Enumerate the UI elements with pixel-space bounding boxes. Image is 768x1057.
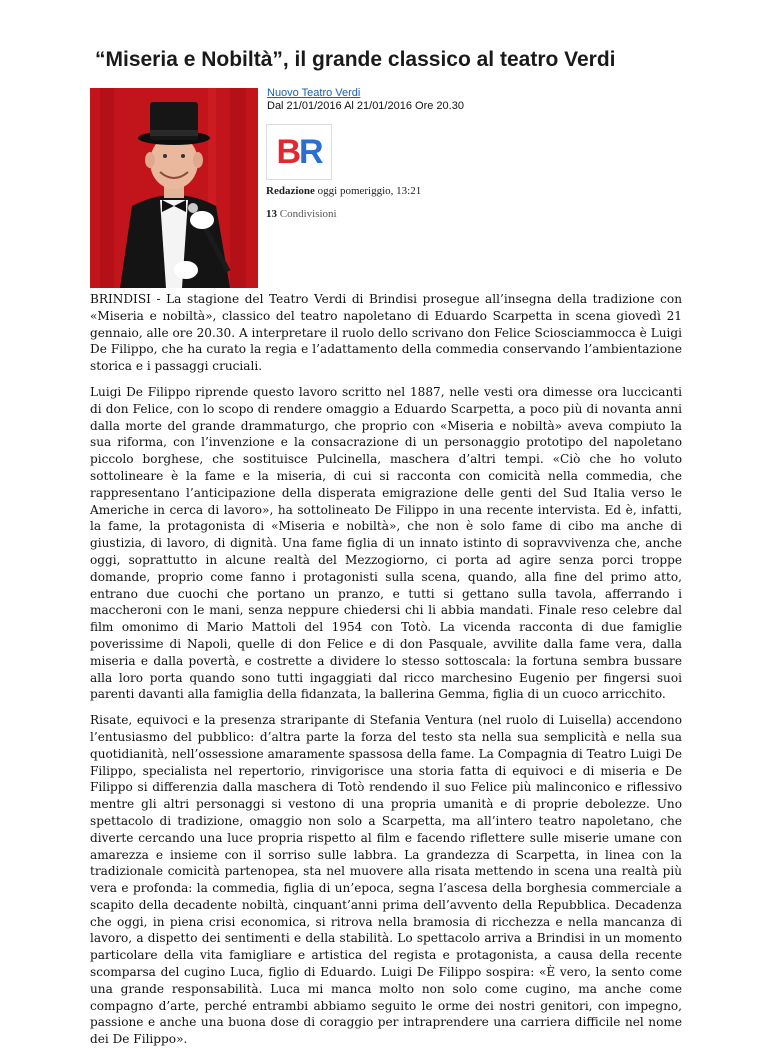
publish-time: oggi pomeriggio, 13:21 xyxy=(317,185,422,197)
event-date: Dal 21/01/2016 Al 21/01/2016 Ore 20.30 xyxy=(267,100,464,112)
article-paragraph: BRINDISI - La stagione del Teatro Verdi di Brindisi prosegue all’insegna della tradizione con «Miseria e nobiltà», classico del teatro napoletano di Eduardo Scarpetta in scena giovedì 21 gennaio, alle ore 20.30. A interpretare il ruolo dello scrivano don Felice Sciosciammocca è Luigi De Filippo, che ha curato la regia e l’adattamento della commedia conservando l’ambientazione storica e i passaggi cruciali. xyxy=(90,292,682,374)
share-count-value: 13 xyxy=(266,208,277,220)
share-count xyxy=(266,208,337,220)
article-paragraph: Risate, equivoci e la presenza straripante di Stefania Ventura (nel ruolo di Luisella) accendono l’entusiasmo del pubblico: d’altra parte la forza del testo sta nella sua semplicità e nella sua quotidianità, nell’ossessione amaramente spassosa della fame. La Compagnia di Teatro Luigi De Filippo, specialista nel repertorio, rinvigorisce una storia fatta di equivoci e di miseria e De Filippo si differenzia dalla maschera di Totò rendendo il suo Felice più malinconico e riflessivo mentre gli altri personaggi si vestono di una propria umanità e di proprie debolezze. Uno spettacolo di tradizione, omaggio non solo a Scarpetta, ma all’intero teatro napoletano, che diverte cercando una luce propria rispetto al film e facendo riflettere sulle miserie umane con amarezza e insieme con il sorriso sulle labbra. La grandezza di Scarpetta, in linea con la tradizionale comicità partenopea, sta nel muovere alla risata mettendo in scena una realtà più vera e profonda: la commedia, figlia di un’epoca, segna l’ascesa della borghesia commerciale a scapito della decadente nobiltà, cinquant’anni prima dell’avvento della Repubblica. Decadenza che oggi, in piena crisi economica, si ritrova nella bramosia di ricchezza e nella mancanza di lavoro, a dispetto dei sentimenti e della stabilità. Lo spettacolo arriva a Brindisi in un momento particolare della vita famigliare e artistica del regista e protagonista, a causa della recente scomparsa del cugino Luca, figlio di Eduardo. Luigi De Filippo sospira: «È vero, la sento come una grande responsabilità. Luca mi manca molto non solo come cugino, ma anche come compagno d’arte, perché entrambi abbiamo seguito le orme dei nostri genitori, con impegno, passione e anche una buona dose di coraggio per intraprendere una carriera difficile nel nome dei De Filippo». xyxy=(90,713,682,1047)
brindisi-report-logo[interactable] xyxy=(266,124,332,180)
actor-illustration xyxy=(90,88,258,288)
author-name: Redazione xyxy=(266,185,315,197)
actor-photo xyxy=(90,88,258,288)
article-body xyxy=(90,291,682,1057)
logo-letter-r: R xyxy=(299,133,322,171)
byline xyxy=(266,185,421,197)
logo-letter-b: B xyxy=(276,133,299,171)
article-paragraph: Luigi De Filippo riprende questo lavoro scritto nel 1887, nelle vesti ora dimesse ora luccicanti di don Felice, con lo scopo di rendere omaggio a Eduardo Scarpetta, a poco più di novanta anni dalla morte del grande drammaturgo, che proprio con «Miseria e nobiltà» aveva compiuto la sua riforma, con l’invenzione e la consacrazione di un personaggio prototipo del napoletano piccolo borghese, che sostituisce Pulcinella, maschera d’altri tempi. «Ciò che ho voluto sottolineare è la fame e la miseria, di cui si racconta con comicità nella commedia, che rappresentano l’anticipazione della disperata emigrazione delle genti del Sud Italia verso le Americhe in cerca di lavoro», ha sottolineato De Filippo in una recente intervista. Ed è, infatti, la fame, la protagonista di «Miseria e nobiltà», che non è solo fame di cibo ma anche di giustizia, di lavoro, di dignità. Una fame figlia di un innato istinto di sopravvivenza che, anche oggi, soprattutto in alcune realtà del Mezzogiorno, ci porta ad agire senza porci troppe domande, proprio come fanno i protagonisti sulla scena, quando, alla fine del primo atto, entrano due cuochi che portano un pranzo, e tutti si gettano sulla tavola, afferrando i maccheroni con le mani, senza neppure chiedersi chi li abbia mandati. Finale reso celebre dal film omonimo di Mario Mattoli del 1954 con Totò. La vicenda racconta di due famiglie poverissime di Napoli, quelle di don Felice e di don Pasquale, avvilite dalla fame vera, dalla miseria e dalla povertà, e costrette a dividere lo stesso sottoscala: la fortuna sembra bussare alla loro porta quando sono tutti ingaggiati dal ricco marchesino Eugenio per fingersi suoi parenti davanti alla famiglia della fidanzata, la ballerina Gemma, figlia di un cuoco arricchito. xyxy=(90,384,682,702)
share-count-label: Condivisioni xyxy=(279,208,337,220)
logo-text xyxy=(276,135,321,169)
article-title: “Miseria e Nobiltà”, il grande classico al teatro Verdi xyxy=(95,48,616,71)
venue-link[interactable]: Nuovo Teatro Verdi xyxy=(267,87,361,99)
